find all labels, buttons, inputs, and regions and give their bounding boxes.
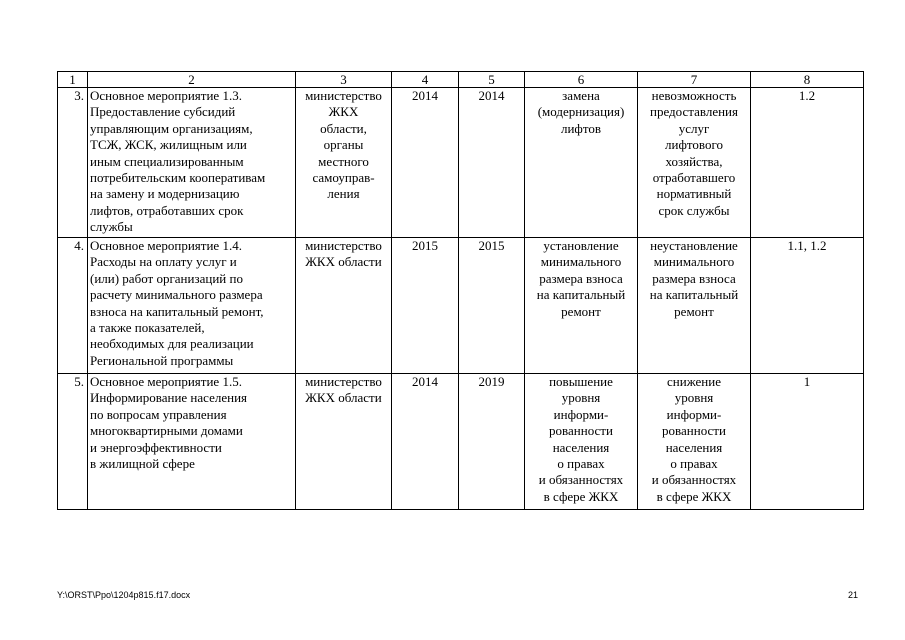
- non-implementation-consequence-cell: неустановление минимального размера взноса на капитальный ремонт: [638, 238, 751, 374]
- table-row: [58, 88, 864, 238]
- column-header: 6: [525, 72, 638, 88]
- expected-result-cell: повышение уровня информи- рованности населения о правах и обязанностях в сфере ЖКХ: [525, 374, 638, 510]
- start-year-cell: 2014: [392, 88, 459, 238]
- column-header: 2: [88, 72, 296, 88]
- column-header: 7: [638, 72, 751, 88]
- program-activities-table: [57, 71, 864, 510]
- page-number: 21: [847, 590, 858, 600]
- end-year-cell: 2019: [459, 374, 525, 510]
- activity-cell: Основное мероприятие 1.3. Предоставление субсидий управляющим организациям, ТСЖ, ЖСК, жилищным или иным специализированным потребительским кооперативам на замену и модернизацию лифтов, отработавших срок службы: [88, 88, 296, 238]
- non-implementation-consequence-cell: невозможность предоставления услуг лифтового хозяйства, отработавшего нормативный срок службы: [638, 88, 751, 238]
- column-header: 5: [459, 72, 525, 88]
- column-header: 4: [392, 72, 459, 88]
- start-year-cell: 2014: [392, 374, 459, 510]
- executor-cell: министерство ЖКХ области: [296, 238, 392, 374]
- column-header: 8: [751, 72, 864, 88]
- indicators-cell: 1.1, 1.2: [751, 238, 864, 374]
- end-year-cell: 2015: [459, 238, 525, 374]
- row-number: 5.: [58, 374, 88, 510]
- end-year-cell: 2014: [459, 88, 525, 238]
- table-row: [58, 374, 864, 510]
- indicators-cell: 1.2: [751, 88, 864, 238]
- activity-cell: Основное мероприятие 1.5. Информирование населения по вопросам управления многоквартирными домами и энергоэффективности в жилищной сфере: [88, 374, 296, 510]
- row-number: 4.: [58, 238, 88, 374]
- executor-cell: министерство ЖКХ области, органы местного самоуправ- ления: [296, 88, 392, 238]
- column-header: 1: [58, 72, 88, 88]
- column-header: 3: [296, 72, 392, 88]
- non-implementation-consequence-cell: снижение уровня информи- рованности населения о правах и обязанностях в сфере ЖКХ: [638, 374, 751, 510]
- expected-result-cell: установление минимального размера взноса на капитальный ремонт: [525, 238, 638, 374]
- start-year-cell: 2015: [392, 238, 459, 374]
- table-row: [58, 238, 864, 374]
- indicators-cell: 1: [751, 374, 864, 510]
- column-number-row: [58, 72, 864, 88]
- footer-file-path: Y:\ORST\Ppo\1204p815.f17.docx: [57, 590, 191, 600]
- activity-cell: Основное мероприятие 1.4. Расходы на оплату услуг и (или) работ организаций по расчету минимального размера взноса на капитальный ремонт, а также показателей, необходимых для реализации Региональной программы: [88, 238, 296, 374]
- row-number: 3.: [58, 88, 88, 238]
- expected-result-cell: замена (модернизация) лифтов: [525, 88, 638, 238]
- executor-cell: министерство ЖКХ области: [296, 374, 392, 510]
